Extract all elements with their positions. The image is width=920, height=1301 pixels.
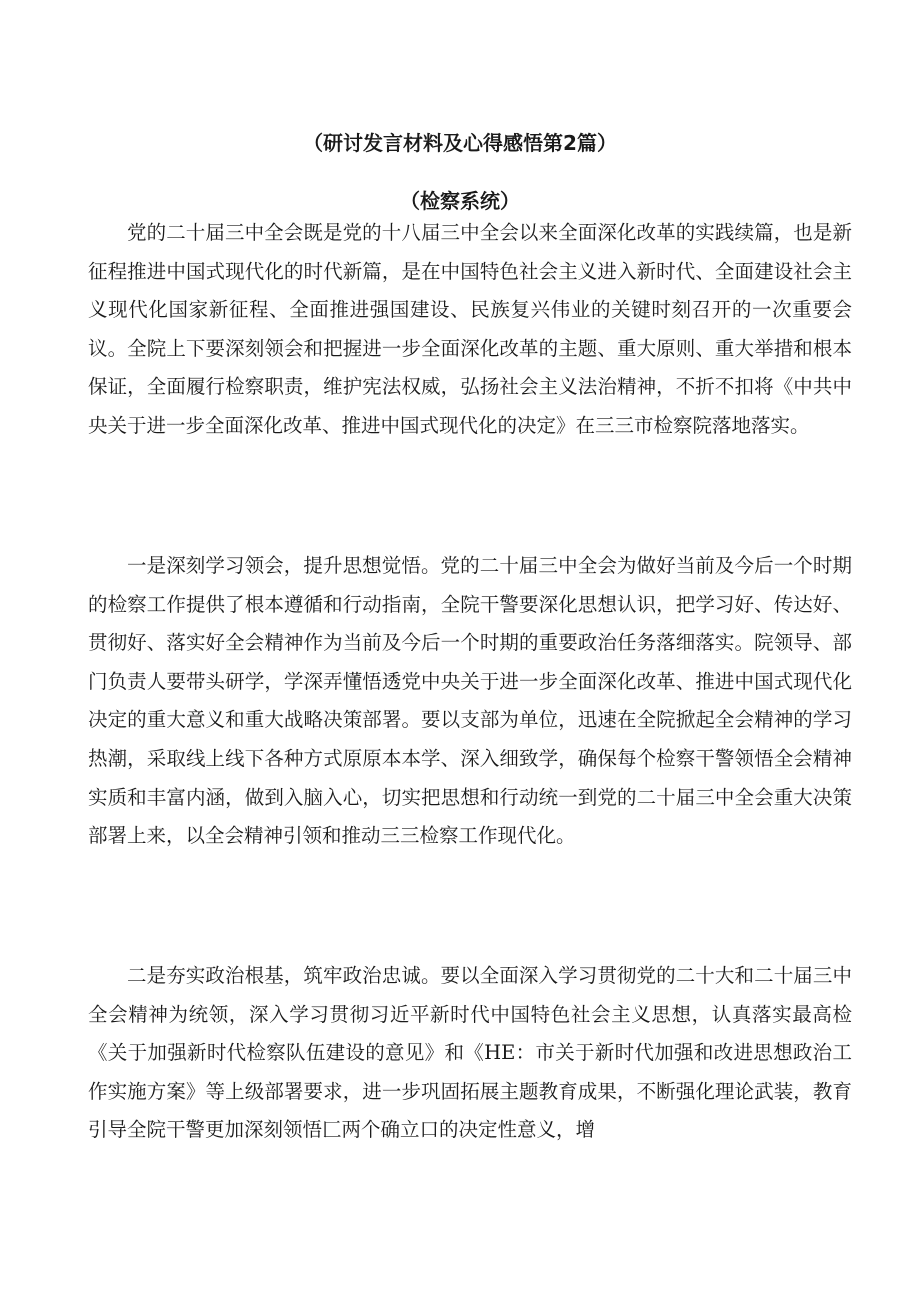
- paragraph-point-one: 一是深刻学习领会，提升思想觉悟。党的二十届三中全会为做好当前及今后一个时期的检察工作提供了根本遵循和行动指南，全院干警要深化思想认识，把学习好、传达好、贯彻好、落实好全会精神作为当前及今后一个时期的重要政治任务落细落实。院领导、部门负责人要带头研学，学深弄懂悟透党中央关于进一步全面深化改革、推进中国式现代化决定的重大意义和重大战略决策部署。要以支部为单位，迅速在全院掀起全会精神的学习热潮，采取线上线下各种方式原原本本学、深入细致学，确保每个检察干警领悟全会精神实质和丰富内涵，做到入脑入心，切实把思想和行动统一到党的二十届三中全会重大决策部署上来，以全会精神引领和推动三三检察工作现代化。: [88, 554, 852, 848]
- document-title: （研讨发言材料及心得感悟第2篇）: [303, 131, 617, 155]
- document-subtitle: （检察系统）: [400, 189, 520, 213]
- paragraph-point-two: 二是夯实政治根基，筑牢政治忠诚。要以全面深入学习贯彻党的二十大和二十届三中全会精神为统领，深入学习贯彻习近平新时代中国特色社会主义思想，认真落实最高检《关于加强新时代检察队伍建设的意见》和《HE：市关于新时代加强和改进思想政治工作实施方案》等上级部署要求，进一步巩固拓展主题教育成果，不断强化理论武装，教育引导全院干警更加深刻领悟匚两个确立口的决定性意义，增: [88, 964, 852, 1142]
- paragraph-intro: 党的二十届三中全会既是党的十八届三中全会以来全面深化改革的实践续篇，也是新征程推进中国式现代化的时代新篇，是在中国特色社会主义进入新时代、全面建设社会主义现代化国家新征程、全面推进强国建设、民族复兴伟业的关键时刻召开的一次重要会议。全院上下要深刻领会和把握进一步全面深化改革的主题、重大原则、重大举措和根本保证，全面履行检察职责，维护宪法权威，弘扬社会主义法治精神，不折不扣将《中共中央关于进一步全面深化改革、推进中国式现代化的决定》在三三市检察院落地落实。: [88, 221, 852, 437]
